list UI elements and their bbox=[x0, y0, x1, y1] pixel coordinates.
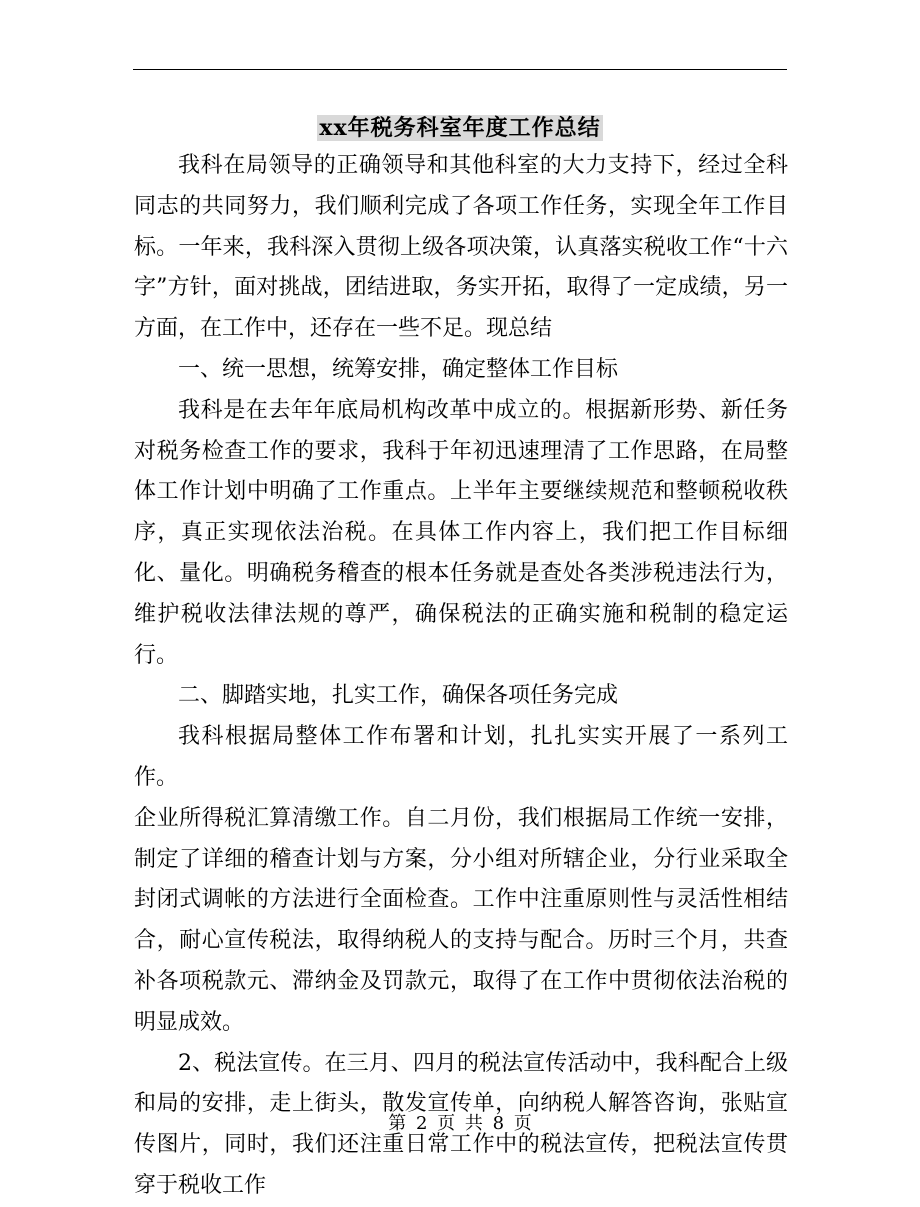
document-title-text: xx年税务科室年度工作总结 bbox=[319, 115, 601, 141]
section-heading-2: 二、脚踏实地，扎实工作，确保各项任务完成 bbox=[178, 683, 619, 709]
paragraph-section-1: 我科是在去年年底局机构改革中成立的。根据新形势、新任务对税务检查工作的要求，我科于年初迅速理清了工作思路，在局整体工作计划中明确了工作重点。上半年主要继续规范和整顿税收秩序，真正实现依法治税。在具体工作内容上，我们把工作目标细化、量化。明确税务稽查的根本任务就是查处各类涉税违法行为，维护税收法律法规的尊严，确保税法的正确实施和税制的稳定运行。 bbox=[134, 397, 788, 668]
paragraph-intro: 我科在局领导的正确领导和其他科室的大力支持下，经过全科同志的共同努力，我们顺利完成了各项工作任务，实现全年工作目标。一年来，我科深入贯彻上级各项决策，认真落实税收工作“十六字”方针，面对挑战，团结进取，务实开拓，取得了一定成绩，另一方面，在工作中，还存在一些不足。现总结 bbox=[134, 153, 788, 342]
paragraph-income-tax: 企业所得税汇算清缴工作。自二月份，我们根据局工作统一安排，制定了详细的稽查计划与方案，分小组对所辖企业，分行业采取全封闭式调帐的方法进行全面检查。工作中注重原则性与灵活性相结合，耐心宣传税法，取得纳税人的支持与配合。历时三个月，共查补各项税款元、滞纳金及罚款元，取得了在工作中贯彻依法治税的明显成效。 bbox=[134, 805, 788, 1035]
page-footer: 第 2 页 共 8 页 bbox=[388, 1113, 532, 1134]
paragraph-tax-publicity: 2、税法宣传。在三月、四月的税法宣传活动中，我科配合上级和局的安排，走上街头，散发宣传单，向纳税人解答咨询，张贴宣传图片，同时，我们还注重日常工作中的税法宣传，把税法宣传贯穿于税收工作 bbox=[134, 1050, 788, 1198]
section-heading-1: 一、统一思想，统筹安排，确定整体工作目标 bbox=[178, 356, 619, 382]
paragraph-section-2-intro: 我科根据局整体工作布署和计划，扎扎实实开展了一系列工作。 bbox=[134, 724, 788, 790]
header-rule bbox=[133, 69, 787, 70]
document-body bbox=[134, 146, 788, 1207]
document-title bbox=[0, 110, 920, 146]
